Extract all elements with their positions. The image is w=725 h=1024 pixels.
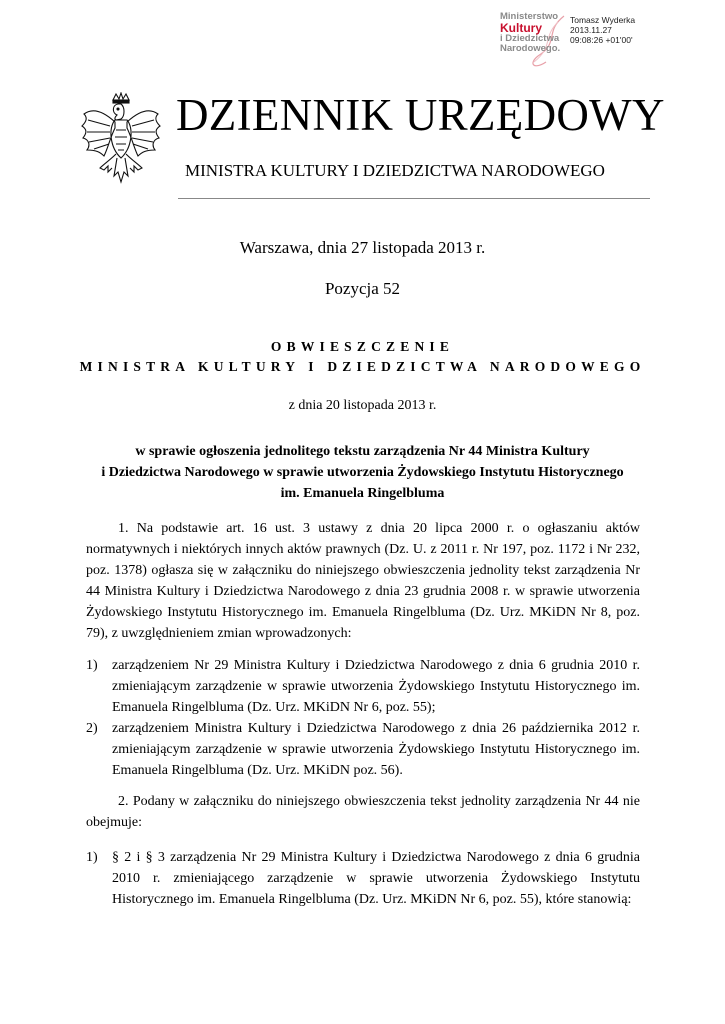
paragraph-2: 2. Podany w załączniku do niniejszego obwieszczenia tekst jednolity zarządzenia Nr 44 nie obejmuje: [86,794,640,830]
signature-details [570,15,635,45]
act-date: z dnia 20 listopada 2013 r. [288,398,437,413]
ministry-logo [500,12,570,54]
list-item-text: zarządzeniem Ministra Kultury i Dziedzictwa Narodowego z dnia 26 października 2012 r. zmieniającym zarządzenie w sprawie utworzenia Żydowskiego Instytutu Historycznego im. Emanuela Ringelbluma (Dz. Urz. MKiDN poz. 56). [112,721,640,778]
amendments-list [86,655,640,781]
act-issuer-heading: MINISTRA KULTURY I DZIEDZICTWA NARODOWEGO [79,359,646,374]
polish-eagle-emblem-icon [80,92,162,188]
place-and-date: Warszawa, dnia 27 listopada 2013 r. [239,238,486,257]
signature-date: 2013.11.27 [570,25,612,35]
list-item [86,718,640,781]
list-item [86,655,640,718]
paragraph-1: 1. Na podstawie art. 16 ust. 3 ustawy z dnia 20 lipca 2000 r. o ogłaszaniu aktów normatywnych i niektórych innych aktów prawnych (Dz. U. z 2011 r. Nr 197, poz. 1172 i Nr 232, poz. 1378) ogłasza się w załączniku do niniejszego obwieszczenia jednolity tekst zarządzenia Nr 44 Ministra Kultury i Dziedzictwa Narodowego z dnia 23 grudnia 2008 r. w sprawie utworzenia Żydowskiego Instytutu Historycznego im. Emanuela Ringelbluma (Dz. Urz. MKiDN Nr 8, poz. 79), z uwzględnieniem zmian wprowadzonych: [86,521,640,641]
logo-line-dziedzictwa: i Dziedzictwa [500,33,560,44]
act-type-heading: OBWIESZCZENIE [270,339,455,354]
gazette-title: DZIENNIK URZĘDOWY [176,90,665,140]
position-number: Pozycja 52 [324,279,401,298]
list-item-number: 1) [86,658,98,673]
signer-name: Tomasz Wyderka [570,15,636,25]
list-item-text: § 2 i § 3 zarządzenia Nr 29 Ministra Kultury i Dziedzictwa Narodowego z dnia 6 grudnia 2010 r. zmieniającego zarządzenie w sprawie utworzenia Żydowskiego Instytutu Historycznego im. Emanuela Ringelbluma (Dz. Urz. MKiDN Nr 6, poz. 55), które stanowią: [112,850,640,907]
list-item-text: zarządzeniem Nr 29 Ministra Kultury i Dziedzictwa Narodowego z dnia 6 grudnia 2010 r. zmieniającym zarządzenie w sprawie utworzenia Żydowskiego Instytutu Historycznego im. Emanuela Ringelbluma (Dz. Urz. MKiDN Nr 6, poz. 55); [112,658,640,715]
signature-time: 09:08:26 +01'00' [570,35,633,45]
list-item [86,847,640,910]
logo-line-ministerstwo: Ministerstwo [500,11,559,22]
subject-line-1: w sprawie ogłoszenia jednolitego tekstu zarządzenia Nr 44 Ministra Kultury [135,444,590,459]
list-item-number: 2) [86,721,98,736]
list-item-number: 1) [86,850,98,865]
subject-line-2: i Dziedzictwa Narodowego w sprawie utworzenia Żydowskiego Instytutu Historycznego [101,465,624,480]
act-subject [60,441,665,504]
gazette-subtitle: MINISTRA KULTURY I DZIEDZICTWA NARODOWEGO [185,161,605,180]
header-divider [178,198,650,199]
exclusions-list [86,847,640,910]
logo-line-kultury: Kultury [500,21,542,35]
logo-line-narodowego: Narodowego. [500,43,561,54]
digital-signature-stamp [500,12,660,70]
subject-line-3: im. Emanuela Ringelbluma [280,486,445,501]
